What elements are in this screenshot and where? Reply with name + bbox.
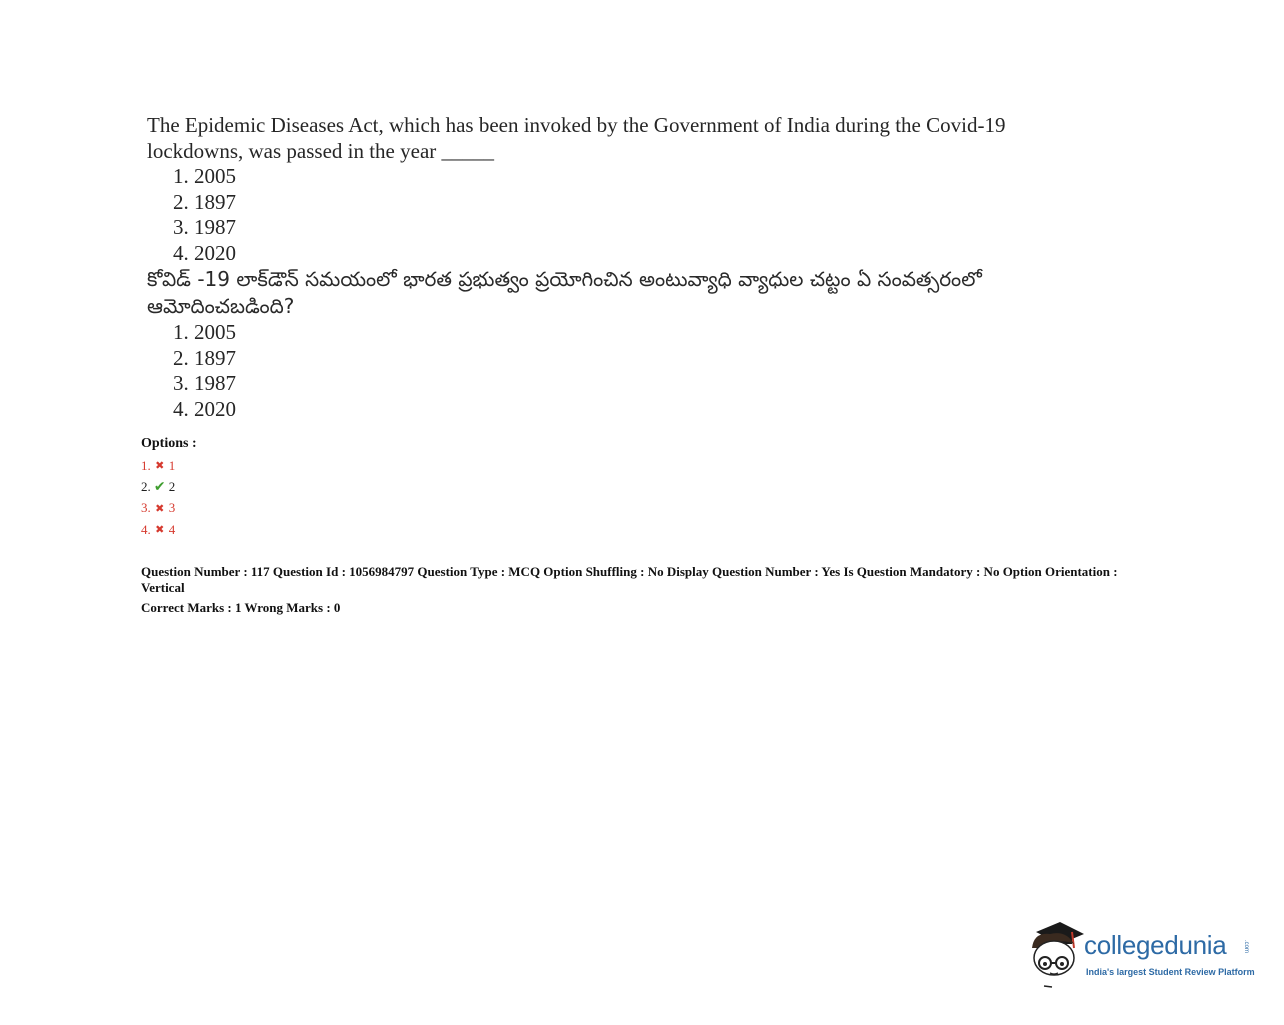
list-item: 1. 2005 <box>173 320 236 344</box>
cross-icon: ✖ <box>155 501 165 515</box>
check-icon: ✔ <box>153 478 166 495</box>
answer-option-2 <box>141 476 175 497</box>
english-option-list <box>147 164 1027 266</box>
marks-info: Correct Marks : 1 Wrong Marks : 0 <box>141 600 341 615</box>
logo-wordmark: collegedunia <box>1084 930 1227 960</box>
cross-icon: ✖ <box>155 459 165 473</box>
question-text-telugu: కోవిడ్ -19 లాక్‌డౌన్ సమయంలో భారత ప్రభుత్వం ప్రయోగించిన అంటువ్యాధి వ్యాధుల చట్టం ఏ సంవత్సరంలో ఆమోదించబడింది? <box>147 267 982 318</box>
answer-number: 4. <box>141 521 151 537</box>
telugu-option-list <box>147 320 1027 422</box>
answer-value: 1 <box>168 457 176 473</box>
question-meta: Question Number : 117 Question Id : 1056984797 Question Type : MCQ Option Shuffling : No Display Question Number : Yes Is Question Mandatory : No Option Orientation : Vertical <box>141 564 1118 595</box>
logo-tagline: India's largest Student Review Platform <box>1086 967 1255 977</box>
list-item: 1. 2005 <box>173 164 236 188</box>
answer-option-3 <box>141 498 175 519</box>
answer-list <box>141 455 175 540</box>
list-item: 2. 1897 <box>173 345 236 370</box>
collegedunia-logo <box>1026 918 1256 988</box>
list-item: 4. 2020 <box>173 396 236 421</box>
options-heading: Options : <box>141 436 197 451</box>
answer-value: 3 <box>168 500 176 516</box>
list-item: 2. 1897 <box>173 189 236 214</box>
question-text-english: The Epidemic Diseases Act, which has been invoked by the Government of India during the Covid-19 lockdowns, was passed in the year _____ <box>147 113 1006 163</box>
list-item: 3. 1987 <box>173 215 236 239</box>
answer-number: 2. <box>141 478 151 494</box>
answer-option-1 <box>141 455 175 476</box>
logo-domain-suffix: .com <box>1243 940 1249 954</box>
list-item: 3. 1987 <box>173 371 236 395</box>
answer-option-4 <box>141 519 175 540</box>
answer-number: 1. <box>141 457 151 473</box>
question-block <box>147 113 1027 422</box>
answer-value: 4 <box>168 521 176 537</box>
answer-value: 2 <box>168 478 176 494</box>
list-item: 4. 2020 <box>173 240 236 265</box>
cross-icon: ✖ <box>155 523 165 537</box>
answer-number: 3. <box>141 500 151 516</box>
mascot-icon <box>1026 918 1086 988</box>
